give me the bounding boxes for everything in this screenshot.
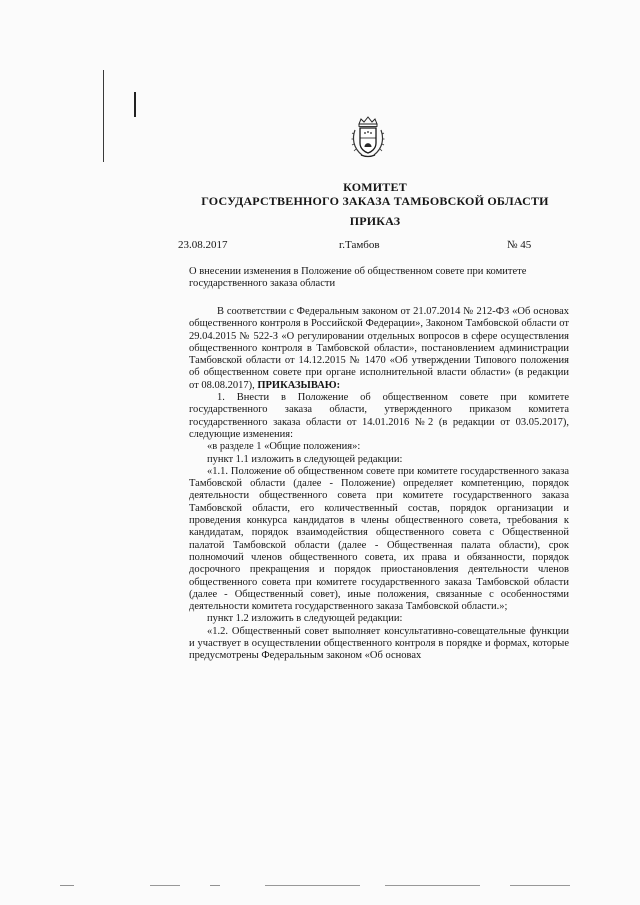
committee-title: КОМИТЕТ [343,180,407,194]
scan-margin-mark [134,92,136,117]
clause-1-2-text: «1.2. Общественный совет выполняет консультативно-совещательные функции и участвует в осуществлении общественного контроля в порядке и формах, которые предусмотрены Федеральным законом «Об основах [189,625,569,662]
item-1-paragraph: 1. Внести в Положение об общественном совете при комитете государственного заказа области, утвержденного приказом комитета государственного заказа области от 14.01.2016 №2 (в редакции от 03.05.2017), следующие изменения: [189,392,569,440]
scan-footer-marks [60,884,600,887]
section-1-reference: «в разделе 1 «Общие положения»: [207,441,361,453]
order-body [189,306,569,663]
clause-1-1-intro: пункт 1.1 изложить в следующей редакции: [207,453,403,465]
preamble-paragraph [189,306,569,392]
preamble-text: В соответствии с Федеральным законом от 21.07.2014 № 212-ФЗ «Об основах общественного контроля в Российской Федерации», Законом Тамбовской области от 29.04.2015 № 522-З «О регулировании отдельных вопросов в сфере осуществления общественного контроля в Тамбовской области», постановлением администрации Тамбовской области от 14.12.2015 № 1470 «Об утверждении Типового положения об общественном совете при органе исполнительной власти области» (в редакции от 08.08.2017), [189,306,569,391]
order-city: г.Тамбов [339,239,380,251]
document-type: ПРИКАЗ [349,214,401,228]
decree-word: ПРИКАЗЫВАЮ: [254,379,341,391]
tambov-coat-of-arms-icon [350,116,386,158]
order-subject-line: О внесении изменения в Положение об общественном совете при комитете [189,266,527,277]
clause-1-2-intro: пункт 1.2 изложить в следующей редакции: [207,613,403,625]
order-number: № 45 [507,239,532,251]
committee-name: ГОСУДАРСТВЕННОГО ЗАКАЗА ТАМБОВСКОЙ ОБЛАСТИ [201,194,549,208]
scan-margin-line [103,70,104,162]
clause-1-1-text: «1.1. Положение об общественном совете при комитете государственного заказа Тамбовской области (далее - Положение) определяет компетенцию, порядок деятельности общественного совета при комитете государственного заказа Тамбовской области, его количественный состав, порядок организации и проведения конкурса кандидатов в члены общественного совета, требования к кандидатам, порядок взаимодействия общественного совета с Общественной палатой Тамбовской области (далее - Общественная палата области), срок полномочий членов общественного совета, их права и обязанности, порядок досрочного прекращения и порядок приостановления деятельности членов общественного совета при комитете государственного заказа Тамбовской области (далее - Общественный совет), иные положения, связанные с особенностями деятельности комитета государственного заказа Тамбовской области.»; [189,465,569,613]
order-subject-line: государственного заказа области [189,278,336,289]
order-date: 23.08.2017 [178,239,228,251]
order-subject [189,266,569,290]
